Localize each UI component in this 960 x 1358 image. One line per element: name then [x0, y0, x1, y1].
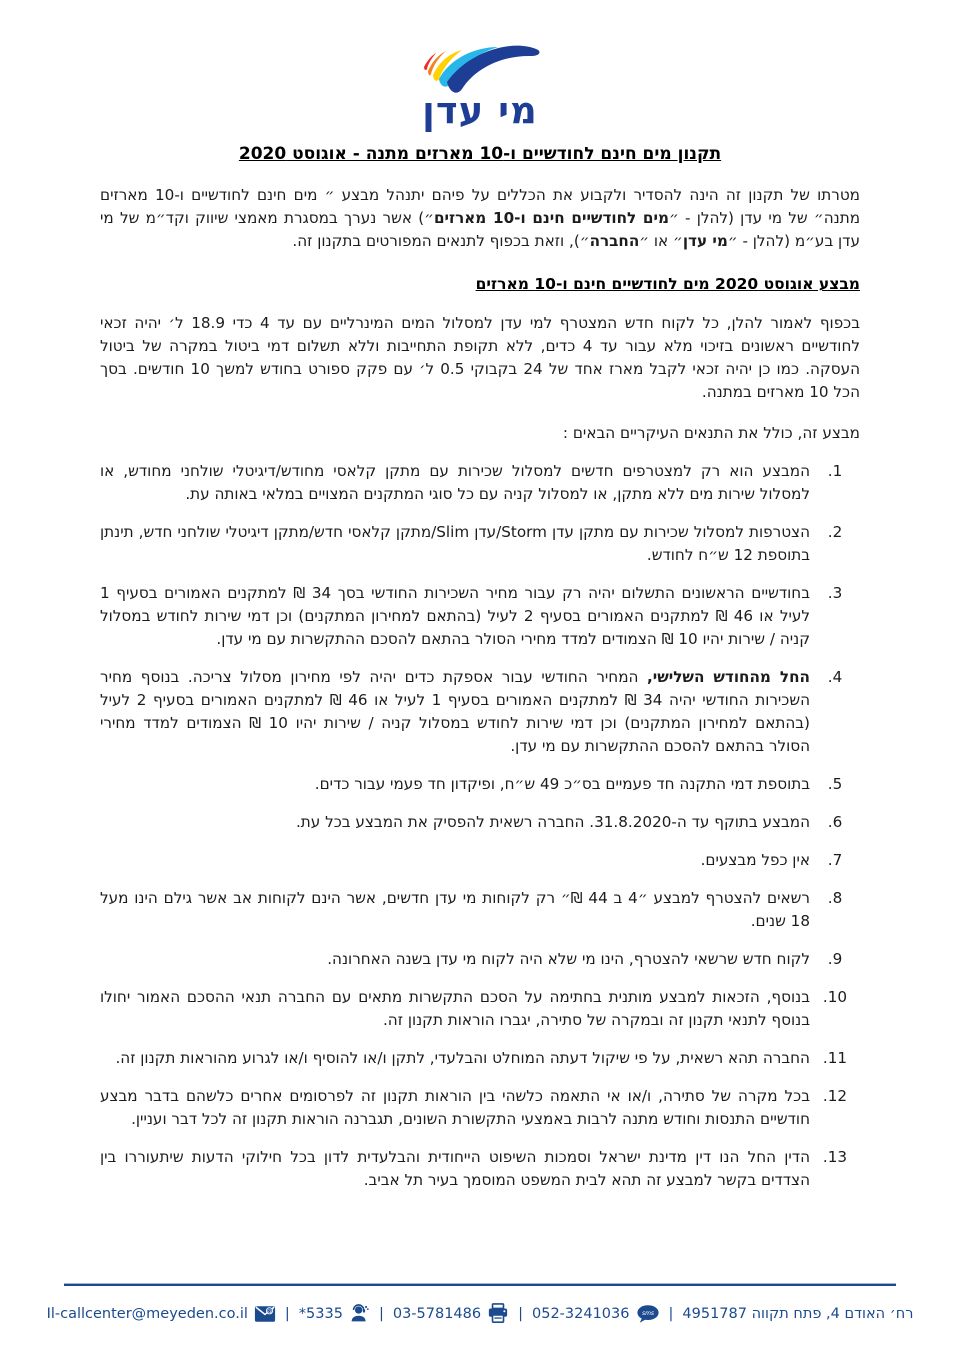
term-text: בכל מקרה של סתירה, ו/או אי התאמה כלשהי בין הוראות תקנון זה לפרסומים אחרים כלשהם בדבר מבצע חודשיים התנסות וחודש מתנה לרבות באמצעי התקשורת השונים, תגברנה הוראות תקנון זה לכל דבר ועניין. — [100, 1086, 810, 1128]
term-number: 6. — [827, 812, 843, 831]
term-list-item — [100, 460, 860, 506]
term-list-item — [100, 986, 860, 1032]
separator: | — [668, 1305, 674, 1322]
phone-group — [299, 1303, 370, 1324]
term-list-item — [100, 811, 860, 834]
term-list-item — [100, 1085, 860, 1131]
email-icon — [254, 1305, 276, 1323]
separator: | — [284, 1305, 290, 1322]
term-list-item — [100, 773, 860, 796]
address-text: רח׳ האודם 4, פתח תקווה 4951787 — [682, 1305, 914, 1322]
brand-wordmark: מי עדן — [422, 89, 538, 132]
separator: | — [518, 1305, 523, 1322]
terms-list — [100, 460, 860, 1192]
term-number: 10. — [822, 987, 848, 1006]
fax-group — [393, 1303, 509, 1324]
footer — [46, 1283, 914, 1324]
mei-eden-logo — [0, 0, 960, 131]
term-text: בתוספת דמי התקנה חד פעמיים בס״כ 49 ש״ח, ופיקדון חד פעמי עבור כדים. — [314, 774, 810, 793]
term-number: 11. — [822, 1048, 848, 1067]
term-number: 12. — [822, 1086, 848, 1105]
term-text: רשאים להצטרף למבצע ״4 ב 44 ₪״ רק לקוחות מי עדן חדשים, אשר הינם לקוחות אב אשר גילם הינו מעל 18 שנים. — [100, 888, 811, 930]
offer-paragraph: בכפוף לאמור להלן, כל לקוח חדש המצטרף למי עדן למסלול המים המינרליים עם עד 4 כדי 18.9 ל׳ יהיה זכאי לחודשיים ראשונים בזיכוי מלא עבור עד 4 כדים, ללא תקופת התחייבות וללא תשלום דמי ביטול במקרה של ביטול העסקה. כמו כן יהיה זכאי לקבל מארז אחד של 24 בקבוקי 0.5 ל׳ עם פקק ספורט בחודש למשך 10 חודשים. בסך הכל 10 מארזים במתנה. — [100, 313, 861, 401]
term-number: 9. — [827, 949, 843, 968]
term-text: המבצע הוא רק למצטרפים חדשים למסלול שכירות עם מתקן קלאסי מחודש/דיגיטלי שולחני מחודש, או למסלול שירות מים ללא מתקן, או למסלול קניה עם כל סוגי המתקנים המצויים במלאי באותה עת. — [100, 461, 810, 503]
term-list-item — [100, 849, 860, 872]
term-number: 4. — [827, 667, 843, 686]
term-list-item — [100, 1146, 860, 1192]
section-heading: מבצע אוגוסט 2020 מים לחודשיים חינם ו-10 מארזים — [475, 274, 860, 293]
doc-title: תקנון מים חינם לחודשיים ו-10 מארזים מתנה - אוגוסט 2020 — [238, 143, 722, 164]
term-text: הדין החל הנו דין מדינת ישראל וסמכות השיפוט הייחודית והבלעדית לדון בכל חילוקי הדעות שיתעוררו בין הצדדים בקשר למבצע זה תהא לבית המשפט המוסמך בעיר תל אביב. — [100, 1147, 810, 1189]
term-text: אין כפל מבצעים. — [700, 850, 810, 869]
term-text: החברה תהא רשאית, על פי שיקול דעתה המוחלט והבלעדי, לתקן ו/או להוסיף ו/או לגרוע מהוראות תקנון זה. — [115, 1048, 810, 1067]
logo-swoosh-icon — [416, 40, 544, 96]
term-number: 1. — [827, 461, 843, 480]
term-number: 3. — [827, 583, 843, 602]
document-body — [100, 184, 860, 1192]
headset-icon — [349, 1303, 370, 1324]
term-number: 13. — [822, 1147, 848, 1166]
footer-divider-line — [64, 1283, 896, 1286]
term-text: החל מהחודש השלישי, המחיר החודשי עבור אספקת כדים יהיה לפי מחירון מסלול צריכה. בנוסף מחיר השכירות החודשי יהיה 34 ₪ למתקנים האמורים בסעיף 1 לעיל או 46 ₪ למתקנים האמורים בסעיף 2 לעיל (בהתאם למחירון המתקנים) וכן דמי שירות לחודש במסלול קניה / שירות יהיו 10 ₪ הצמודים למדד מחירי הסולר בהתאם להסכם ההתקשרות עם מי עדן. — [100, 667, 811, 755]
term-list-item — [100, 521, 860, 567]
term-number: 8. — [827, 888, 843, 907]
contact-bar — [46, 1303, 914, 1324]
intro-paragraph: מטרתו של תקנון זה הינה להסדיר ולקבוע את הכללים על פיהם יתנהל מבצע ״ מים חינם לחודשיים ו-10 מארזים מתנה״ של מי עדן (להלן - ״מים לחודשיים חינם ו-10 מארזים״) אשר נערך במסגרת מאמצי שיווק וקד״מ של מי עדן בע״מ (להלן - ״מי עדן״ או ״החברה״), וזאת בכפוף לתנאים המפורטים בתקנון זה. — [100, 185, 861, 250]
term-text: המבצע בתוקף עד ה-31.8.2020. החברה רשאית להפסיק את המבצע בכל עת. — [295, 812, 810, 831]
sms-icon — [636, 1304, 660, 1324]
sms-group — [532, 1304, 660, 1324]
term-list-item — [100, 582, 860, 651]
term-number: 5. — [827, 774, 843, 793]
term-text: בנוסף, הזכאות למבצע מותנית בחתימה על הסכם התקשרות מתאים עם החברה תנאי ההסכם האמור יחולו בנוסף לתנאי תקנון זה ובמקרה של סתירה, יגברו הוראות תקנון זה. — [100, 987, 810, 1029]
term-number: 2. — [827, 522, 843, 541]
svg-text:@: @ — [266, 1308, 273, 1315]
term-text: הצטרפות למסלול שכירות עם מתקן עדן Storm/עדן Slim/מתקן קלאסי חדש/מתקן דיגיטלי שולחני חדש, תינתן בתוספת 12 ש״ח לחודש. — [100, 522, 810, 564]
separator: | — [378, 1305, 384, 1322]
term-list-item — [100, 948, 860, 971]
printer-icon — [487, 1303, 509, 1324]
term-text: בחודשיים הראשונים התשלום יהיה רק עבור מחיר השכירות החודשי בסך 34 ₪ למתקנים האמורים בסעיף 1 לעיל או 46 ₪ למתקנים האמורים בסעיף 2 לעיל (בהתאם למחירון המתקנים) וכן דמי שירות לחודש במסלול קניה / שירות יהיו 10 ₪ הצמודים למדד מחירי הסולר בהתאם להסכם ההתקשרות עם מי עדן. — [100, 583, 810, 648]
term-number: 7. — [827, 850, 843, 869]
email-group — [47, 1305, 276, 1323]
phone-text: *5335 — [298, 1305, 343, 1322]
term-list-item — [100, 666, 860, 758]
sms-text: 052-3241036 — [532, 1305, 630, 1322]
terms-lead: מבצע זה, כולל את התנאים העיקריים הבאים : — [562, 423, 860, 442]
email-text: Il-callcenter@meyeden.co.il — [46, 1305, 248, 1322]
fax-text: 03-5781486 — [392, 1305, 482, 1322]
term-list-item — [100, 887, 860, 933]
term-list-item — [100, 1047, 860, 1070]
term-text: לקוח חדש שרשאי להצטרף, הינו מי שלא היה לקוח מי עדן בשנה האחרונה. — [327, 949, 810, 968]
svg-text:sms: sms — [641, 1309, 654, 1317]
